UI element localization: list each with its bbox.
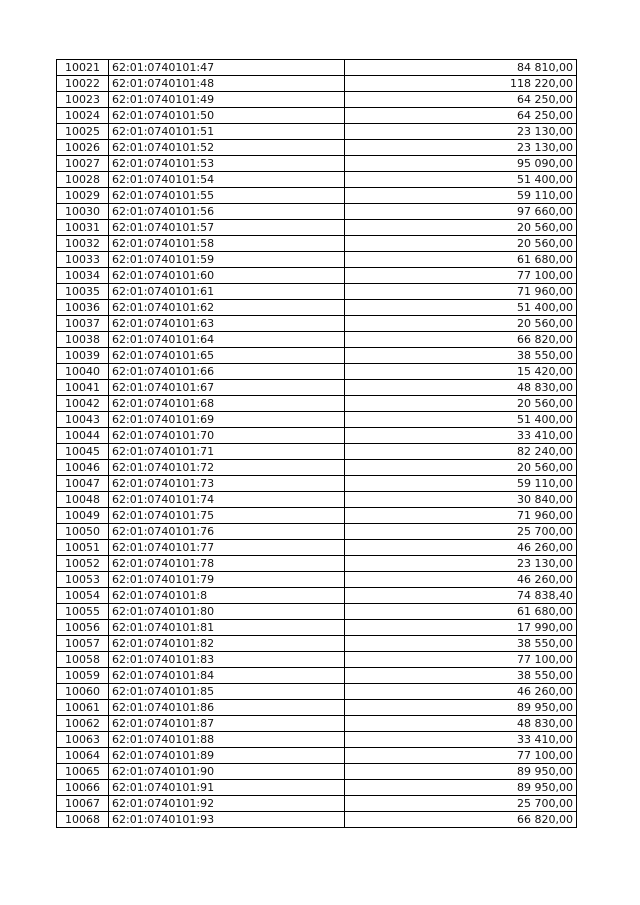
- cadastral-number-cell: 62:01:0740101:51: [109, 124, 345, 140]
- row-number-cell: 10030: [57, 204, 109, 220]
- cadastral-number-cell: 62:01:0740101:49: [109, 92, 345, 108]
- cadastral-number-cell: 62:01:0740101:66: [109, 364, 345, 380]
- table-row: [57, 636, 577, 652]
- cadastral-number-cell: 62:01:0740101:61: [109, 284, 345, 300]
- row-number-cell: 10034: [57, 268, 109, 284]
- row-number-cell: 10060: [57, 684, 109, 700]
- cadastral-value-cell: 95 090,00: [345, 156, 577, 172]
- cadastral-value-cell: 51 400,00: [345, 300, 577, 316]
- cadastral-value-cell: 89 950,00: [345, 700, 577, 716]
- row-number-cell: 10061: [57, 700, 109, 716]
- cadastral-number-cell: 62:01:0740101:86: [109, 700, 345, 716]
- row-number-cell: 10055: [57, 604, 109, 620]
- table-row: [57, 604, 577, 620]
- table-row: [57, 508, 577, 524]
- cadastral-value-cell: 38 550,00: [345, 348, 577, 364]
- table-row: [57, 476, 577, 492]
- row-number-cell: 10049: [57, 508, 109, 524]
- cadastral-value-cell: 46 260,00: [345, 684, 577, 700]
- cadastral-value-cell: 59 110,00: [345, 188, 577, 204]
- cadastral-value-cell: 23 130,00: [345, 140, 577, 156]
- row-number-cell: 10040: [57, 364, 109, 380]
- cadastral-value-cell: 89 950,00: [345, 764, 577, 780]
- cadastral-number-cell: 62:01:0740101:62: [109, 300, 345, 316]
- cadastral-value-cell: 25 700,00: [345, 796, 577, 812]
- table-row: [57, 572, 577, 588]
- cadastral-number-cell: 62:01:0740101:58: [109, 236, 345, 252]
- cadastral-number-cell: 62:01:0740101:79: [109, 572, 345, 588]
- cadastral-number-cell: 62:01:0740101:50: [109, 108, 345, 124]
- table-row: [57, 780, 577, 796]
- cadastral-number-cell: 62:01:0740101:72: [109, 460, 345, 476]
- row-number-cell: 10051: [57, 540, 109, 556]
- table-row: [57, 108, 577, 124]
- cadastral-value-cell: 84 810,00: [345, 60, 577, 76]
- cadastral-value-cell: 46 260,00: [345, 572, 577, 588]
- row-number-cell: 10037: [57, 316, 109, 332]
- cadastral-number-cell: 62:01:0740101:83: [109, 652, 345, 668]
- cadastral-value-cell: 48 830,00: [345, 716, 577, 732]
- table-row: [57, 172, 577, 188]
- table-row: [57, 620, 577, 636]
- table-row: [57, 652, 577, 668]
- cadastral-value-cell: 77 100,00: [345, 748, 577, 764]
- row-number-cell: 10024: [57, 108, 109, 124]
- cadastral-number-cell: 62:01:0740101:85: [109, 684, 345, 700]
- cadastral-value-cell: 48 830,00: [345, 380, 577, 396]
- cadastral-number-cell: 62:01:0740101:82: [109, 636, 345, 652]
- cadastral-value-cell: 66 820,00: [345, 332, 577, 348]
- cadastral-number-cell: 62:01:0740101:56: [109, 204, 345, 220]
- cadastral-number-cell: 62:01:0740101:65: [109, 348, 345, 364]
- row-number-cell: 10046: [57, 460, 109, 476]
- table-row: [57, 524, 577, 540]
- table-row: [57, 748, 577, 764]
- row-number-cell: 10056: [57, 620, 109, 636]
- table-row: [57, 252, 577, 268]
- cadastral-value-cell: 23 130,00: [345, 124, 577, 140]
- cadastral-number-cell: 62:01:0740101:88: [109, 732, 345, 748]
- table-row: [57, 140, 577, 156]
- row-number-cell: 10021: [57, 60, 109, 76]
- cadastral-value-cell: 25 700,00: [345, 524, 577, 540]
- table-row: [57, 412, 577, 428]
- cadastral-number-cell: 62:01:0740101:60: [109, 268, 345, 284]
- table-row: [57, 716, 577, 732]
- cadastral-value-cell: 20 560,00: [345, 236, 577, 252]
- row-number-cell: 10026: [57, 140, 109, 156]
- cadastral-value-cell: 89 950,00: [345, 780, 577, 796]
- cadastral-number-cell: 62:01:0740101:75: [109, 508, 345, 524]
- cadastral-value-cell: 74 838,40: [345, 588, 577, 604]
- row-number-cell: 10047: [57, 476, 109, 492]
- cadastral-value-cell: 46 260,00: [345, 540, 577, 556]
- row-number-cell: 10041: [57, 380, 109, 396]
- cadastral-value-cell: 61 680,00: [345, 604, 577, 620]
- cadastral-value-cell: 20 560,00: [345, 316, 577, 332]
- row-number-cell: 10065: [57, 764, 109, 780]
- table-row: [57, 204, 577, 220]
- cadastral-value-cell: 15 420,00: [345, 364, 577, 380]
- row-number-cell: 10068: [57, 812, 109, 828]
- table-row: [57, 364, 577, 380]
- cadastral-number-cell: 62:01:0740101:68: [109, 396, 345, 412]
- cadastral-number-cell: 62:01:0740101:81: [109, 620, 345, 636]
- table-row: [57, 764, 577, 780]
- table-row: [57, 812, 577, 828]
- cadastral-value-cell: 97 660,00: [345, 204, 577, 220]
- table-body: [57, 60, 577, 828]
- cadastral-number-cell: 62:01:0740101:64: [109, 332, 345, 348]
- cadastral-number-cell: 62:01:0740101:47: [109, 60, 345, 76]
- cadastral-number-cell: 62:01:0740101:93: [109, 812, 345, 828]
- cadastral-value-cell: 20 560,00: [345, 396, 577, 412]
- cadastral-value-cell: 71 960,00: [345, 284, 577, 300]
- row-number-cell: 10062: [57, 716, 109, 732]
- row-number-cell: 10057: [57, 636, 109, 652]
- table-row: [57, 332, 577, 348]
- cadastral-value-cell: 17 990,00: [345, 620, 577, 636]
- cadastral-number-cell: 62:01:0740101:74: [109, 492, 345, 508]
- cadastral-number-cell: 62:01:0740101:8: [109, 588, 345, 604]
- table-row: [57, 348, 577, 364]
- cadastral-number-cell: 62:01:0740101:55: [109, 188, 345, 204]
- cadastral-number-cell: 62:01:0740101:77: [109, 540, 345, 556]
- cadastral-value-cell: 71 960,00: [345, 508, 577, 524]
- table-row: [57, 396, 577, 412]
- table-row: [57, 540, 577, 556]
- cadastral-value-cell: 51 400,00: [345, 412, 577, 428]
- row-number-cell: 10044: [57, 428, 109, 444]
- row-number-cell: 10036: [57, 300, 109, 316]
- table-row: [57, 556, 577, 572]
- row-number-cell: 10028: [57, 172, 109, 188]
- cadastral-value-cell: 61 680,00: [345, 252, 577, 268]
- cadastral-value-cell: 38 550,00: [345, 668, 577, 684]
- table-row: [57, 428, 577, 444]
- cadastral-number-cell: 62:01:0740101:92: [109, 796, 345, 812]
- table-row: [57, 732, 577, 748]
- cadastral-number-cell: 62:01:0740101:91: [109, 780, 345, 796]
- cadastral-number-cell: 62:01:0740101:54: [109, 172, 345, 188]
- row-number-cell: 10059: [57, 668, 109, 684]
- cadastral-value-cell: 30 840,00: [345, 492, 577, 508]
- cadastral-value-cell: 77 100,00: [345, 652, 577, 668]
- row-number-cell: 10035: [57, 284, 109, 300]
- table-row: [57, 588, 577, 604]
- cadastral-number-cell: 62:01:0740101:59: [109, 252, 345, 268]
- cadastral-number-cell: 62:01:0740101:53: [109, 156, 345, 172]
- table-row: [57, 796, 577, 812]
- table-row: [57, 668, 577, 684]
- table-row: [57, 700, 577, 716]
- row-number-cell: 10042: [57, 396, 109, 412]
- row-number-cell: 10033: [57, 252, 109, 268]
- table-row: [57, 124, 577, 140]
- cadastral-value-table: [56, 59, 577, 828]
- cadastral-value-cell: 118 220,00: [345, 76, 577, 92]
- row-number-cell: 10029: [57, 188, 109, 204]
- cadastral-number-cell: 62:01:0740101:71: [109, 444, 345, 460]
- cadastral-value-cell: 64 250,00: [345, 108, 577, 124]
- cadastral-number-cell: 62:01:0740101:52: [109, 140, 345, 156]
- row-number-cell: 10023: [57, 92, 109, 108]
- cadastral-value-cell: 33 410,00: [345, 732, 577, 748]
- cadastral-number-cell: 62:01:0740101:80: [109, 604, 345, 620]
- cadastral-number-cell: 62:01:0740101:57: [109, 220, 345, 236]
- row-number-cell: 10048: [57, 492, 109, 508]
- cadastral-number-cell: 62:01:0740101:90: [109, 764, 345, 780]
- cadastral-value-cell: 33 410,00: [345, 428, 577, 444]
- cadastral-number-cell: 62:01:0740101:87: [109, 716, 345, 732]
- row-number-cell: 10058: [57, 652, 109, 668]
- table-row: [57, 76, 577, 92]
- cadastral-value-cell: 20 560,00: [345, 460, 577, 476]
- table-row: [57, 60, 577, 76]
- row-number-cell: 10053: [57, 572, 109, 588]
- table-row: [57, 492, 577, 508]
- row-number-cell: 10039: [57, 348, 109, 364]
- cadastral-number-cell: 62:01:0740101:78: [109, 556, 345, 572]
- row-number-cell: 10043: [57, 412, 109, 428]
- cadastral-value-cell: 82 240,00: [345, 444, 577, 460]
- table-row: [57, 220, 577, 236]
- table-row: [57, 444, 577, 460]
- cadastral-number-cell: 62:01:0740101:48: [109, 76, 345, 92]
- table-row: [57, 380, 577, 396]
- cadastral-value-cell: 64 250,00: [345, 92, 577, 108]
- table-row: [57, 156, 577, 172]
- cadastral-value-cell: 38 550,00: [345, 636, 577, 652]
- row-number-cell: 10052: [57, 556, 109, 572]
- cadastral-value-cell: 20 560,00: [345, 220, 577, 236]
- row-number-cell: 10038: [57, 332, 109, 348]
- cadastral-number-cell: 62:01:0740101:69: [109, 412, 345, 428]
- table-row: [57, 316, 577, 332]
- row-number-cell: 10031: [57, 220, 109, 236]
- row-number-cell: 10066: [57, 780, 109, 796]
- cadastral-value-cell: 77 100,00: [345, 268, 577, 284]
- cadastral-number-cell: 62:01:0740101:67: [109, 380, 345, 396]
- row-number-cell: 10063: [57, 732, 109, 748]
- cadastral-value-cell: 51 400,00: [345, 172, 577, 188]
- row-number-cell: 10032: [57, 236, 109, 252]
- cadastral-value-cell: 59 110,00: [345, 476, 577, 492]
- cadastral-number-cell: 62:01:0740101:73: [109, 476, 345, 492]
- cadastral-number-cell: 62:01:0740101:84: [109, 668, 345, 684]
- table-row: [57, 284, 577, 300]
- cadastral-number-cell: 62:01:0740101:70: [109, 428, 345, 444]
- row-number-cell: 10045: [57, 444, 109, 460]
- cadastral-number-cell: 62:01:0740101:76: [109, 524, 345, 540]
- cadastral-number-cell: 62:01:0740101:63: [109, 316, 345, 332]
- table-row: [57, 236, 577, 252]
- table-row: [57, 188, 577, 204]
- row-number-cell: 10064: [57, 748, 109, 764]
- row-number-cell: 10054: [57, 588, 109, 604]
- cadastral-value-cell: 66 820,00: [345, 812, 577, 828]
- cadastral-value-cell: 23 130,00: [345, 556, 577, 572]
- table-row: [57, 460, 577, 476]
- table-row: [57, 300, 577, 316]
- table-row: [57, 268, 577, 284]
- row-number-cell: 10025: [57, 124, 109, 140]
- cadastral-number-cell: 62:01:0740101:89: [109, 748, 345, 764]
- row-number-cell: 10050: [57, 524, 109, 540]
- row-number-cell: 10067: [57, 796, 109, 812]
- table-row: [57, 684, 577, 700]
- table-row: [57, 92, 577, 108]
- row-number-cell: 10022: [57, 76, 109, 92]
- row-number-cell: 10027: [57, 156, 109, 172]
